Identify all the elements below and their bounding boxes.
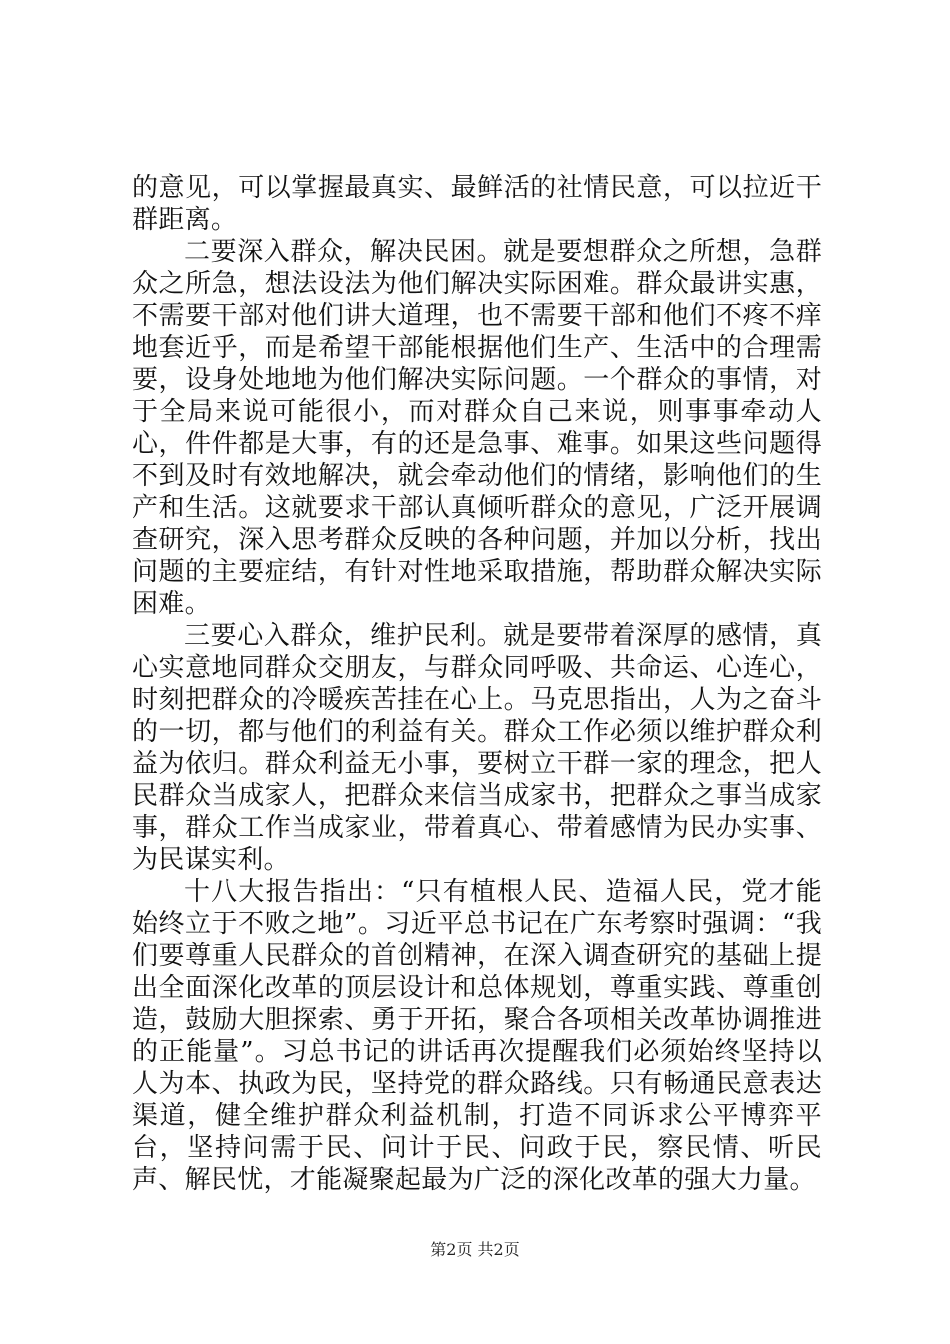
paragraph-point-three: 三要心入群众，维护民利。就是要带着深厚的感情，真心实意地同群众交朋友，与群众同呼吸、共命运、心连心，时刻把群众的冷暖疾苦挂在心上。马克思指出，人为之奋斗的一切，都与他们的利益有关。群众工作必须以维护群众利益为依归。群众利益无小事，要树立干群一家的理念，把人民群众当成家人，把群众来信当成家书，把群众之事当成家事，群众工作当成家业，带着真心、带着感情为民办实事、为民谋实利。: [132, 621, 822, 875]
page-footer: 第2页 共2页: [430, 1240, 520, 1259]
paragraph-point-two: 二要深入群众，解决民困。就是要想群众之所想，急群众之所急，想法设法为他们解决实际困难。群众最讲实惠，不需要干部对他们讲大道理，也不需要干部和他们不疼不痒地套近乎，而是希望干部能根据他们生产、生活中的合理需要，设身处地地为他们解决实际问题。一个群众的事情，对于全局来说可能很小，而对群众自己来说，则事事牵动人心，件件都是大事，有的还是急事、难事。如果这些问题得不到及时有效地解决，就会牵动他们的情绪，影响他们的生产和生活。这就要求干部认真倾听群众的意见，广泛开展调查研究，深入思考群众反映的各种问题，并加以分析，找出问题的主要症结，有针对性地采取措施，帮助群众解决实际困难。: [132, 237, 822, 619]
paragraph-continuation: 的意见，可以掌握最真实、最鲜活的社情民意，可以拉近干群距离。: [132, 173, 822, 235]
paragraph-conclusion: 十八大报告指出：“只有植根人民、造福人民，党才能始终立于不败之地”。习近平总书记在广东考察时强调：“我们要尊重人民群众的首创精神，在深入调查研究的基础上提出全面深化改革的顶层设计和总体规划，尊重实践、尊重创造，鼓励大胆探索、勇于开拓，聚合各项相关改革协调推进的正能量”。习总书记的讲话再次提醒我们必须始终坚持以人为本、执政为民，坚持党的群众路线。只有畅通民意表达渠道，健全维护群众利益机制，打造不同诉求公平博弈平台，坚持问需于民、问计于民、问政于民，察民情、听民声、解民忧，才能凝聚起最为广泛的深化改革的强大力量。: [132, 877, 822, 1195]
document-body: [132, 172, 822, 1196]
